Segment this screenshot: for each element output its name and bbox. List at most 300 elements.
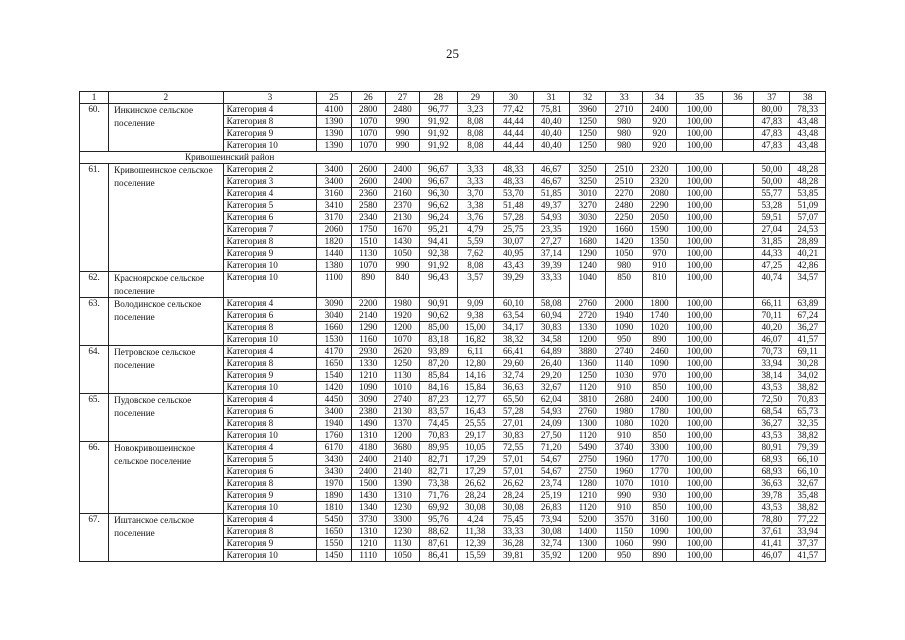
value-cell: 1660 xyxy=(317,322,351,334)
value-cell: 80,00 xyxy=(754,104,790,116)
value-cell xyxy=(722,514,753,526)
value-cell xyxy=(722,104,753,116)
value-cell: 46,67 xyxy=(533,164,569,176)
value-cell: 28,89 xyxy=(790,236,826,248)
value-cell: 3250 xyxy=(569,164,605,176)
value-cell: 1820 xyxy=(317,236,351,248)
value-cell xyxy=(722,224,753,236)
value-cell: 86,41 xyxy=(420,550,457,562)
value-cell: 1250 xyxy=(569,140,605,152)
settlement-number: 65. xyxy=(80,394,109,442)
value-cell: 25,19 xyxy=(533,490,569,502)
value-cell: 91,92 xyxy=(420,128,457,140)
category-cell: Категория 9 xyxy=(223,248,317,260)
value-cell: 1510 xyxy=(351,236,385,248)
value-cell: 1020 xyxy=(642,418,676,430)
value-cell: 36,63 xyxy=(494,382,534,394)
value-cell: 1310 xyxy=(385,490,419,502)
settlement-name: Инкинское сельское поселение xyxy=(109,104,223,152)
value-cell: 100,00 xyxy=(677,104,723,116)
value-cell: 3430 xyxy=(317,466,351,478)
value-cell: 3,33 xyxy=(457,164,493,176)
value-cell: 44,44 xyxy=(494,116,534,128)
value-cell xyxy=(722,310,753,322)
settlement-name: Красноярское сельское поселение xyxy=(109,272,223,298)
value-cell: 65,73 xyxy=(790,406,826,418)
value-cell: 2360 xyxy=(351,188,385,200)
value-cell: 1050 xyxy=(385,550,419,562)
value-cell: 100,00 xyxy=(677,310,723,322)
value-cell: 47,25 xyxy=(754,260,790,272)
value-cell: 1340 xyxy=(351,502,385,514)
value-cell: 3400 xyxy=(317,406,351,418)
value-cell: 2200 xyxy=(351,298,385,310)
value-cell: 36,28 xyxy=(494,538,534,550)
value-cell: 1130 xyxy=(385,538,419,550)
value-cell: 100,00 xyxy=(677,298,723,310)
category-cell: Категория 6 xyxy=(223,310,317,322)
value-cell: 32,35 xyxy=(790,418,826,430)
value-cell: 850 xyxy=(642,502,676,514)
value-cell: 94,41 xyxy=(420,236,457,248)
value-cell: 2270 xyxy=(606,188,642,200)
value-cell: 1650 xyxy=(317,358,351,370)
value-cell: 51,09 xyxy=(790,200,826,212)
value-cell: 2050 xyxy=(642,212,676,224)
column-number-cell: 27 xyxy=(385,92,419,104)
value-cell: 1120 xyxy=(569,502,605,514)
value-cell: 70,83 xyxy=(420,430,457,442)
value-cell: 62,04 xyxy=(533,394,569,406)
value-cell: 28,24 xyxy=(457,490,493,502)
value-cell: 1240 xyxy=(569,260,605,272)
value-cell: 1250 xyxy=(569,370,605,382)
value-cell: 2080 xyxy=(642,188,676,200)
value-cell: 1230 xyxy=(385,526,419,538)
value-cell: 1440 xyxy=(317,248,351,260)
value-cell: 43,48 xyxy=(790,140,826,152)
value-cell: 1960 xyxy=(606,466,642,478)
value-cell: 47,83 xyxy=(754,140,790,152)
value-cell xyxy=(722,382,753,394)
value-cell: 1130 xyxy=(351,248,385,260)
value-cell: 1390 xyxy=(385,478,419,490)
value-cell: 1250 xyxy=(385,358,419,370)
value-cell: 91,92 xyxy=(420,116,457,128)
value-cell xyxy=(722,298,753,310)
value-cell: 2760 xyxy=(569,298,605,310)
value-cell: 1780 xyxy=(642,406,676,418)
value-cell: 53,70 xyxy=(494,188,534,200)
value-cell: 14,16 xyxy=(457,370,493,382)
value-cell xyxy=(722,212,753,224)
value-cell: 96,67 xyxy=(420,164,457,176)
value-cell: 2480 xyxy=(385,104,419,116)
value-cell: 57,28 xyxy=(494,406,534,418)
value-cell xyxy=(722,370,753,382)
table-row xyxy=(80,346,826,358)
value-cell: 1130 xyxy=(385,370,419,382)
value-cell: 48,33 xyxy=(494,164,534,176)
value-cell: 1430 xyxy=(351,490,385,502)
value-cell: 53,28 xyxy=(754,200,790,212)
value-cell: 1380 xyxy=(317,260,351,272)
category-cell: Категория 10 xyxy=(223,430,317,442)
value-cell: 65,50 xyxy=(494,394,534,406)
category-cell: Категория 4 xyxy=(223,394,317,406)
value-cell: 100,00 xyxy=(677,322,723,334)
value-cell: 100,00 xyxy=(677,394,723,406)
value-cell: 1760 xyxy=(317,430,351,442)
value-cell: 1010 xyxy=(642,478,676,490)
value-cell: 1290 xyxy=(351,322,385,334)
value-cell: 96,67 xyxy=(420,176,457,188)
value-cell xyxy=(722,478,753,490)
tariff-table xyxy=(79,91,826,562)
column-number-cell: 37 xyxy=(754,92,790,104)
value-cell: 980 xyxy=(606,116,642,128)
column-number-cell: 2 xyxy=(109,92,223,104)
value-cell xyxy=(722,236,753,248)
value-cell: 970 xyxy=(642,248,676,260)
value-cell: 1010 xyxy=(385,382,419,394)
value-cell: 1960 xyxy=(606,454,642,466)
category-cell: Категория 8 xyxy=(223,322,317,334)
category-cell: Категория 4 xyxy=(223,298,317,310)
value-cell: 49,37 xyxy=(533,200,569,212)
value-cell: 1120 xyxy=(569,382,605,394)
value-cell: 96,77 xyxy=(420,104,457,116)
value-cell: 54,93 xyxy=(533,406,569,418)
value-cell: 70,11 xyxy=(754,310,790,322)
value-cell: 1390 xyxy=(317,116,351,128)
value-cell: 1200 xyxy=(385,322,419,334)
value-cell: 29,60 xyxy=(494,358,534,370)
value-cell: 930 xyxy=(642,490,676,502)
value-cell: 46,07 xyxy=(754,334,790,346)
value-cell: 1090 xyxy=(351,382,385,394)
value-cell: 920 xyxy=(642,140,676,152)
value-cell: 68,93 xyxy=(754,454,790,466)
value-cell: 43,48 xyxy=(790,128,826,140)
value-cell: 44,44 xyxy=(494,140,534,152)
value-cell: 100,00 xyxy=(677,478,723,490)
column-number-cell: 36 xyxy=(722,92,753,104)
value-cell: 1940 xyxy=(317,418,351,430)
value-cell xyxy=(722,176,753,188)
value-cell xyxy=(722,538,753,550)
value-cell: 100,00 xyxy=(677,358,723,370)
value-cell: 100,00 xyxy=(677,164,723,176)
category-cell: Категория 10 xyxy=(223,502,317,514)
value-cell: 890 xyxy=(351,272,385,298)
value-cell: 66,11 xyxy=(754,298,790,310)
value-cell: 43,53 xyxy=(754,430,790,442)
value-cell: 10,05 xyxy=(457,442,493,454)
value-cell: 43,53 xyxy=(754,502,790,514)
value-cell: 57,01 xyxy=(494,454,534,466)
category-cell: Категория 4 xyxy=(223,346,317,358)
value-cell: 40,74 xyxy=(754,272,790,298)
value-cell: 9,38 xyxy=(457,310,493,322)
value-cell: 16,82 xyxy=(457,334,493,346)
value-cell: 5,59 xyxy=(457,236,493,248)
value-cell: 15,84 xyxy=(457,382,493,394)
value-cell: 66,41 xyxy=(494,346,534,358)
value-cell: 73,38 xyxy=(420,478,457,490)
value-cell: 47,83 xyxy=(754,116,790,128)
value-cell: 33,94 xyxy=(754,358,790,370)
settlement-name: Пудовское сельское поселение xyxy=(109,394,223,442)
category-cell: Категория 10 xyxy=(223,382,317,394)
category-cell: Категория 4 xyxy=(223,104,317,116)
value-cell xyxy=(722,322,753,334)
value-cell: 1390 xyxy=(317,140,351,152)
value-cell: 59,51 xyxy=(754,212,790,224)
settlement-name: Петровское сельское поселение xyxy=(109,346,223,394)
value-cell: 2340 xyxy=(351,212,385,224)
category-cell: Категория 10 xyxy=(223,260,317,272)
column-number-cell: 38 xyxy=(790,92,826,104)
value-cell: 100,00 xyxy=(677,140,723,152)
value-cell: 43,48 xyxy=(790,116,826,128)
value-cell: 34,58 xyxy=(533,334,569,346)
value-cell: 67,24 xyxy=(790,310,826,322)
value-cell: 1070 xyxy=(385,334,419,346)
value-cell: 910 xyxy=(606,502,642,514)
value-cell: 32,67 xyxy=(533,382,569,394)
value-cell: 12,39 xyxy=(457,538,493,550)
value-cell: 95,21 xyxy=(420,224,457,236)
value-cell: 91,92 xyxy=(420,140,457,152)
settlement-name: Володинское сельское поселение xyxy=(109,298,223,346)
value-cell xyxy=(722,550,753,562)
value-cell: 29,20 xyxy=(533,370,569,382)
value-cell: 28,24 xyxy=(494,490,534,502)
value-cell: 980 xyxy=(606,260,642,272)
category-cell: Категория 9 xyxy=(223,490,317,502)
value-cell: 1360 xyxy=(569,358,605,370)
value-cell: 38,14 xyxy=(754,370,790,382)
value-cell: 48,28 xyxy=(790,176,826,188)
value-cell: 63,54 xyxy=(494,310,534,322)
value-cell: 1450 xyxy=(317,550,351,562)
value-cell: 100,00 xyxy=(677,176,723,188)
value-cell: 2000 xyxy=(606,298,642,310)
value-cell: 2160 xyxy=(385,188,419,200)
value-cell: 990 xyxy=(385,128,419,140)
value-cell: 100,00 xyxy=(677,188,723,200)
value-cell: 920 xyxy=(642,116,676,128)
value-cell: 26,62 xyxy=(494,478,534,490)
value-cell: 53,85 xyxy=(790,188,826,200)
value-cell: 1370 xyxy=(385,418,419,430)
value-cell: 30,83 xyxy=(494,430,534,442)
value-cell: 890 xyxy=(642,334,676,346)
value-cell: 27,27 xyxy=(533,236,569,248)
settlement-number: 64. xyxy=(80,346,109,394)
value-cell: 1050 xyxy=(606,248,642,260)
value-cell: 27,50 xyxy=(533,430,569,442)
value-cell: 1030 xyxy=(606,370,642,382)
value-cell xyxy=(722,358,753,370)
value-cell: 63,89 xyxy=(790,298,826,310)
value-cell: 1200 xyxy=(385,430,419,442)
column-number-cell: 30 xyxy=(494,92,534,104)
value-cell: 1100 xyxy=(317,272,351,298)
value-cell xyxy=(722,346,753,358)
value-cell: 3730 xyxy=(351,514,385,526)
category-cell: Категория 10 xyxy=(223,272,317,298)
category-cell: Категория 3 xyxy=(223,176,317,188)
table-row xyxy=(80,104,826,116)
value-cell: 100,00 xyxy=(677,430,723,442)
value-cell xyxy=(722,454,753,466)
category-cell: Категория 10 xyxy=(223,140,317,152)
value-cell: 44,33 xyxy=(754,248,790,260)
value-cell: 2740 xyxy=(385,394,419,406)
value-cell: 2140 xyxy=(351,310,385,322)
value-cell: 910 xyxy=(642,260,676,272)
value-cell: 1250 xyxy=(569,116,605,128)
value-cell: 1070 xyxy=(351,116,385,128)
value-cell: 3810 xyxy=(569,394,605,406)
value-cell: 12,80 xyxy=(457,358,493,370)
column-number-cell: 35 xyxy=(677,92,723,104)
value-cell: 34,17 xyxy=(494,322,534,334)
value-cell: 3160 xyxy=(317,188,351,200)
value-cell: 2750 xyxy=(569,466,605,478)
value-cell: 24,53 xyxy=(790,224,826,236)
value-cell: 1110 xyxy=(351,550,385,562)
category-cell: Категория 5 xyxy=(223,200,317,212)
value-cell: 1070 xyxy=(351,128,385,140)
value-cell: 90,62 xyxy=(420,310,457,322)
value-cell: 1300 xyxy=(569,418,605,430)
value-cell: 30,28 xyxy=(790,358,826,370)
value-cell: 93,89 xyxy=(420,346,457,358)
value-cell: 3040 xyxy=(317,310,351,322)
value-cell: 1210 xyxy=(351,370,385,382)
value-cell: 2750 xyxy=(569,454,605,466)
value-cell: 2400 xyxy=(351,466,385,478)
column-number-cell: 32 xyxy=(569,92,605,104)
value-cell: 2930 xyxy=(351,346,385,358)
value-cell: 26,40 xyxy=(533,358,569,370)
value-cell: 3400 xyxy=(317,164,351,176)
value-cell: 2400 xyxy=(385,176,419,188)
value-cell: 2380 xyxy=(351,406,385,418)
value-cell: 40,20 xyxy=(754,322,790,334)
value-cell xyxy=(722,116,753,128)
value-cell xyxy=(722,526,753,538)
value-cell: 48,33 xyxy=(494,176,534,188)
category-cell: Категория 8 xyxy=(223,236,317,248)
column-number-row xyxy=(80,92,826,104)
value-cell: 1650 xyxy=(317,526,351,538)
category-cell: Категория 10 xyxy=(223,334,317,346)
value-cell: 64,89 xyxy=(533,346,569,358)
value-cell: 1040 xyxy=(569,272,605,298)
value-cell: 850 xyxy=(642,382,676,394)
value-cell: 50,00 xyxy=(754,176,790,188)
value-cell: 39,29 xyxy=(494,272,534,298)
value-cell: 3300 xyxy=(385,514,419,526)
value-cell: 3,23 xyxy=(457,104,493,116)
value-cell: 47,83 xyxy=(754,128,790,140)
value-cell: 73,94 xyxy=(533,514,569,526)
value-cell: 60,94 xyxy=(533,310,569,322)
value-cell: 41,41 xyxy=(754,538,790,550)
category-cell: Категория 8 xyxy=(223,478,317,490)
value-cell: 970 xyxy=(642,370,676,382)
value-cell: 100,00 xyxy=(677,502,723,514)
value-cell: 87,20 xyxy=(420,358,457,370)
value-cell: 1980 xyxy=(385,298,419,310)
value-cell: 54,93 xyxy=(533,212,569,224)
value-cell: 3,33 xyxy=(457,176,493,188)
category-cell: Категория 9 xyxy=(223,538,317,550)
value-cell: 90,91 xyxy=(420,298,457,310)
value-cell: 1200 xyxy=(569,550,605,562)
value-cell: 36,27 xyxy=(754,418,790,430)
value-cell: 100,00 xyxy=(677,128,723,140)
value-cell: 3090 xyxy=(317,298,351,310)
value-cell: 1810 xyxy=(317,502,351,514)
value-cell: 70,83 xyxy=(790,394,826,406)
value-cell: 950 xyxy=(606,334,642,346)
value-cell: 1920 xyxy=(569,224,605,236)
value-cell: 2510 xyxy=(606,164,642,176)
value-cell: 37,61 xyxy=(754,526,790,538)
value-cell: 4,79 xyxy=(457,224,493,236)
value-cell: 1070 xyxy=(606,478,642,490)
value-cell: 39,78 xyxy=(754,490,790,502)
value-cell: 3160 xyxy=(642,514,676,526)
value-cell: 43,53 xyxy=(754,382,790,394)
value-cell: 96,62 xyxy=(420,200,457,212)
value-cell: 1310 xyxy=(351,526,385,538)
value-cell: 29,17 xyxy=(457,430,493,442)
value-cell: 23,74 xyxy=(533,478,569,490)
value-cell: 1050 xyxy=(385,248,419,260)
value-cell xyxy=(722,406,753,418)
value-cell: 980 xyxy=(606,128,642,140)
value-cell: 23,35 xyxy=(533,224,569,236)
value-cell: 40,40 xyxy=(533,140,569,152)
value-cell xyxy=(722,466,753,478)
value-cell: 3270 xyxy=(569,200,605,212)
value-cell: 100,00 xyxy=(677,370,723,382)
value-cell: 34,57 xyxy=(790,272,826,298)
value-cell: 3170 xyxy=(317,212,351,224)
value-cell: 4180 xyxy=(351,442,385,454)
value-cell: 1090 xyxy=(642,526,676,538)
settlement-number: 60. xyxy=(80,104,109,152)
value-cell: 2060 xyxy=(317,224,351,236)
value-cell: 100,00 xyxy=(677,466,723,478)
value-cell: 83,57 xyxy=(420,406,457,418)
value-cell: 6170 xyxy=(317,442,351,454)
column-number-cell: 25 xyxy=(317,92,351,104)
value-cell: 100,00 xyxy=(677,550,723,562)
value-cell: 87,61 xyxy=(420,538,457,550)
value-cell: 2250 xyxy=(606,212,642,224)
value-cell: 9,09 xyxy=(457,298,493,310)
value-cell: 40,21 xyxy=(790,248,826,260)
value-cell: 39,81 xyxy=(494,550,534,562)
value-cell: 3880 xyxy=(569,346,605,358)
